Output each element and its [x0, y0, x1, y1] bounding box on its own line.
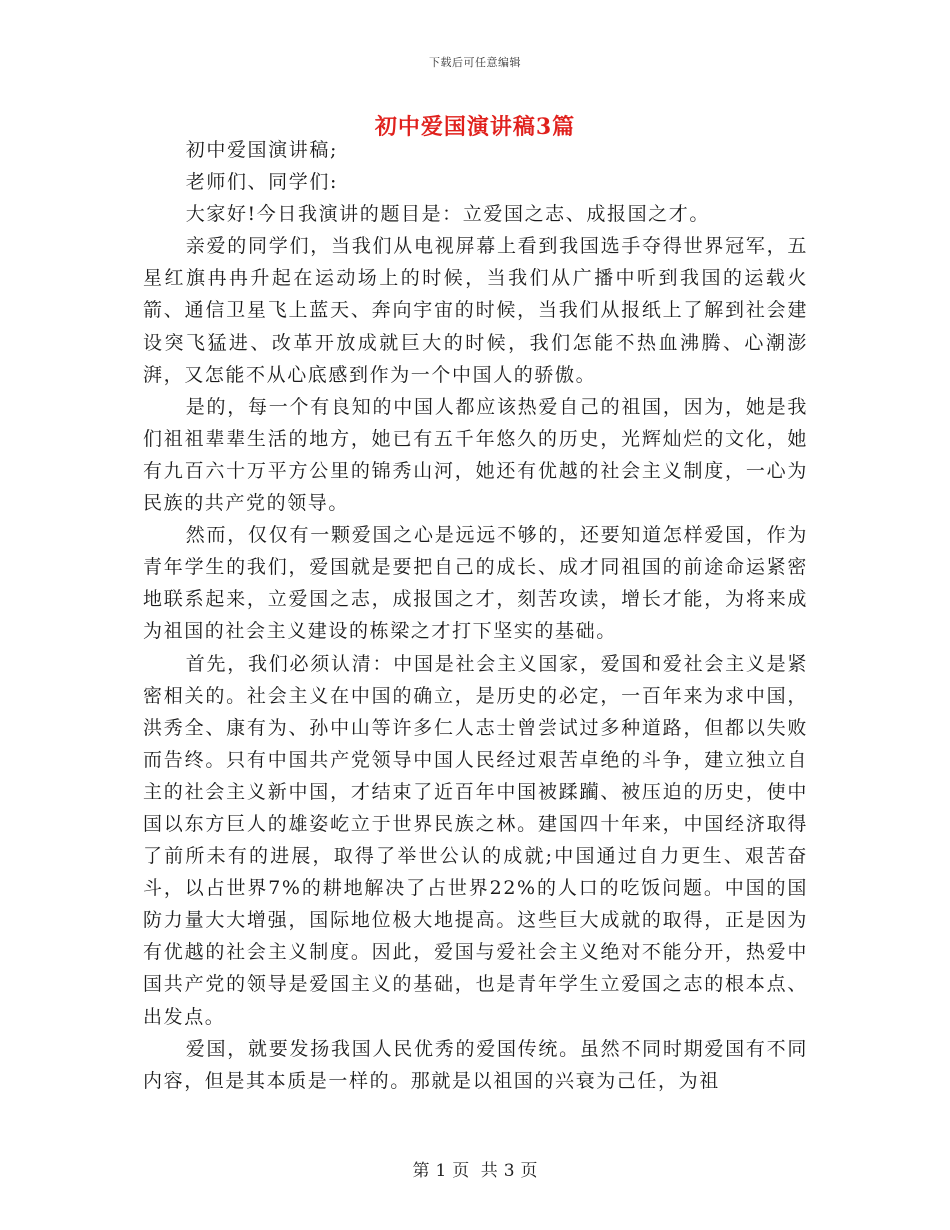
paragraph-heading: 初中爱国演讲稿;: [185, 139, 338, 161]
page-current-number: 1: [435, 1161, 447, 1181]
paragraph-greeting: 大家好!今日我演讲的题目是：立爱国之志、成报国之才。: [185, 203, 710, 226]
page-prefix: 第: [412, 1161, 430, 1181]
document-body: [143, 134, 808, 1097]
page-total-number: 3: [503, 1161, 515, 1181]
paragraph: 首先，我们必须认清：中国是社会主义国家，爱国和爱社会主义是紧密相关的。社会主义在中国的确立，是历史的必定，一百年来为求中国，洪秀全、康有为、孙中山等许多仁人志士曾尝试过多种道路，但都以失败而告终。只有中国共产党领导中国人民经过艰苦卓绝的斗争，建立独立自主的社会主义新中国，才结束了近百年中国被蹂躏、被压迫的历史，使中国以东方巨人的雄姿屹立于世界民族之林。建国四十年来，中国经济取得了前所未有的进展，取得了举世公认的成就;中国通过自力更生、艰苦奋斗，以占世界7%的耕地解决了占世界22%的人口的吃饭问题。中国的国防力量大大增强，国际地位极大地提高。这些巨大成就的取得，正是因为有优越的社会主义制度。因此，爱国与爱社会主义绝对不能分开，热爱中国共产党的领导是爱国主义的基础，也是青年学生立爱国之志的根本点、出发点。: [143, 652, 808, 1028]
paragraph: 然而，仅仅有一颗爱国之心是远远不够的，还要知道怎样爱国，作为青年学生的我们，爱国就是要把自己的成长、成才同祖国的前途命运紧密地联系起来，立爱国之志，成报国之才，刻苦攻读，增长才能，为将来成为祖国的社会主义建设的栋梁之才打下坚实的基础。: [143, 524, 808, 643]
page-suffix: 页: [520, 1161, 538, 1181]
page-header-note: 下载后可任意编辑: [429, 56, 521, 69]
page-mid: 页 共: [452, 1161, 498, 1181]
page-footer: [0, 1156, 950, 1181]
paragraph: 爱国，就要发扬我国人民优秀的爱国传统。虽然不同时期爱国有不同内容，但是其本质是一样的。那就是以祖国的兴衰为己任，为祖: [143, 1037, 808, 1092]
paragraph-salutation: 老师们、同学们:: [185, 171, 338, 194]
paragraph: 是的，每一个有良知的中国人都应该热爱自己的祖国，因为，她是我们祖祖辈辈生活的地方，她已有五千年悠久的历史，光辉灿烂的文化，她有九百六十万平方公里的锦秀山河，她还有优越的社会主义制度，一心为民族的共产党的领导。: [143, 395, 808, 515]
document-title: 初中爱国演讲稿3篇: [374, 114, 576, 140]
paragraph: 亲爱的同学们，当我们从电视屏幕上看到我国选手夺得世界冠军，五星红旗冉冉升起在运动场上的时候，当我们从广播中听到我国的运载火箭、通信卫星飞上蓝天、奔向宇宙的时候，当我们从报纸上了解到社会建设突飞猛进、改革开放成就巨大的时候，我们怎能不热血沸腾、心潮澎湃，又怎能不从心底感到作为一个中国人的骄傲。: [143, 235, 808, 386]
